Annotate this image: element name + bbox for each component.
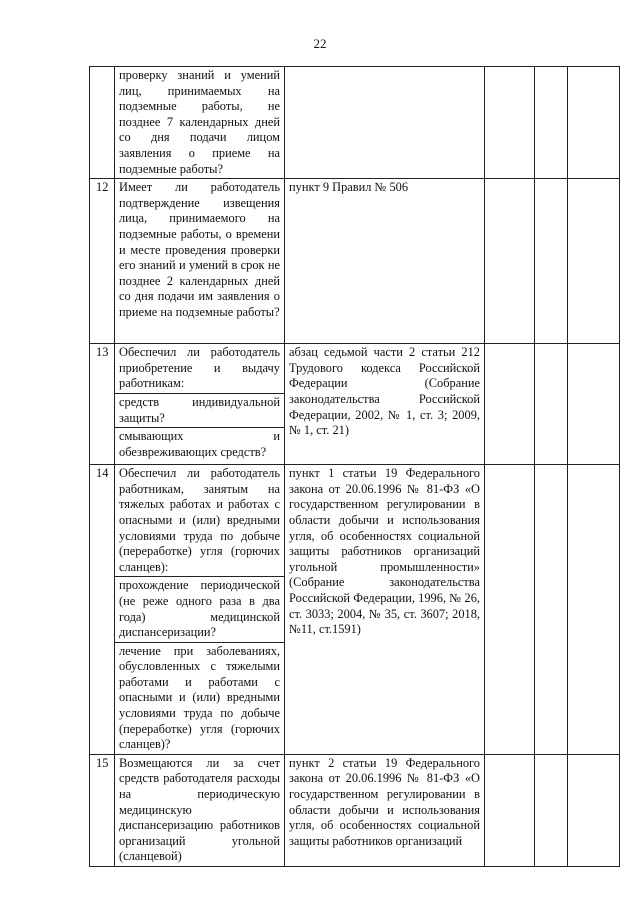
row-number: 12	[90, 179, 115, 344]
answer-cell-yes[interactable]	[485, 67, 535, 179]
answer-cell-na[interactable]	[568, 465, 620, 755]
answer-cell-na[interactable]	[568, 67, 620, 179]
answer-cell-yes[interactable]	[485, 465, 535, 755]
question-text: Возмещаются ли за счет средств работодателя расходы на периодическую медицинскую диспансеризацию работников организаций угольной (сланцевой)	[115, 754, 285, 866]
answer-cell-no[interactable]	[535, 465, 568, 755]
question-subitem: средств индивидуальной защиты?	[115, 393, 284, 427]
answer-cell-yes[interactable]	[485, 179, 535, 344]
reference-text	[285, 67, 485, 179]
question-cell	[115, 344, 285, 465]
table-row	[90, 179, 620, 344]
answer-cell-yes[interactable]	[485, 344, 535, 465]
question-subitem: прохождение периодической (не реже одного раза в два года) медицинской диспансеризации?	[115, 576, 284, 641]
checklist-table	[89, 66, 620, 867]
reference-text: пункт 1 статьи 19 Федерального закона от 20.06.1996 № 81-ФЗ «О государственном регулировании в области добычи и использования угля, об особенностях социальной защиты работников организаций угольной промышленности» (Собрание законодательства Российской Федерации, 1996, № 26, ст. 3033; 2004, № 35, ст. 3607; 2018, №11, ст.1591)	[285, 465, 485, 755]
table-row	[90, 67, 620, 179]
page-number: 22	[313, 36, 327, 51]
answer-cell-no[interactable]	[535, 67, 568, 179]
table-row	[90, 344, 620, 465]
question-text: Обеспечил ли работодатель приобретение и выдачу работникам:	[119, 345, 280, 391]
answer-cell-no[interactable]	[535, 344, 568, 465]
reference-text: абзац седьмой части 2 статьи 212 Трудового кодекса Российской Федерации (Собрание законодательства Российской Федерации, 2002, № 1, ст. 3; 2009, № 1, ст. 21)	[285, 344, 485, 465]
row-number: 13	[90, 344, 115, 465]
reference-text: пункт 9 Правил № 506	[285, 179, 485, 344]
answer-cell-yes[interactable]	[485, 754, 535, 866]
answer-cell-no[interactable]	[535, 179, 568, 344]
question-subitem: лечение при заболеваниях, обусловленных с тяжелыми работами и работами с опасными и (или) вредными условиями труда по добыче (переработке) угля (горючих сланцев)?	[115, 642, 284, 754]
table-row	[90, 754, 620, 866]
answer-cell-na[interactable]	[568, 754, 620, 866]
question-text: Имеет ли работодатель подтверждение извещения лица, принимаемого на подземные работы, о времени и месте проведения проверки его знаний и умений в срок не позднее 2 календарных дней со дня подачи им заявления о приеме на подземные работы?	[115, 179, 285, 344]
answer-cell-no[interactable]	[535, 754, 568, 866]
question-subitem: смывающих и обезвреживающих средств?	[115, 427, 284, 461]
answer-cell-na[interactable]	[568, 344, 620, 465]
question-text: проверку знаний и умений лиц, принимаемых на подземные работы, не позднее 7 календарных дней со дня подачи лицом заявления о приеме на подземные работы?	[115, 67, 285, 179]
row-number: 15	[90, 754, 115, 866]
table-row	[90, 465, 620, 755]
answer-cell-na[interactable]	[568, 179, 620, 344]
row-number: 14	[90, 465, 115, 755]
row-number	[90, 67, 115, 179]
question-text: Обеспечил ли работодатель работникам, занятым на тяжелых работах и работах с опасными и (или) вредными условиями труда по добыче (переработке) угля (горючих сланцев):	[119, 466, 280, 574]
reference-text: пункт 2 статьи 19 Федерального закона от 20.06.1996 № 81-ФЗ «О государственном регулировании в области добычи и использования угля, об особенностях социальной защиты работников организаций	[285, 754, 485, 866]
question-cell	[115, 465, 285, 755]
